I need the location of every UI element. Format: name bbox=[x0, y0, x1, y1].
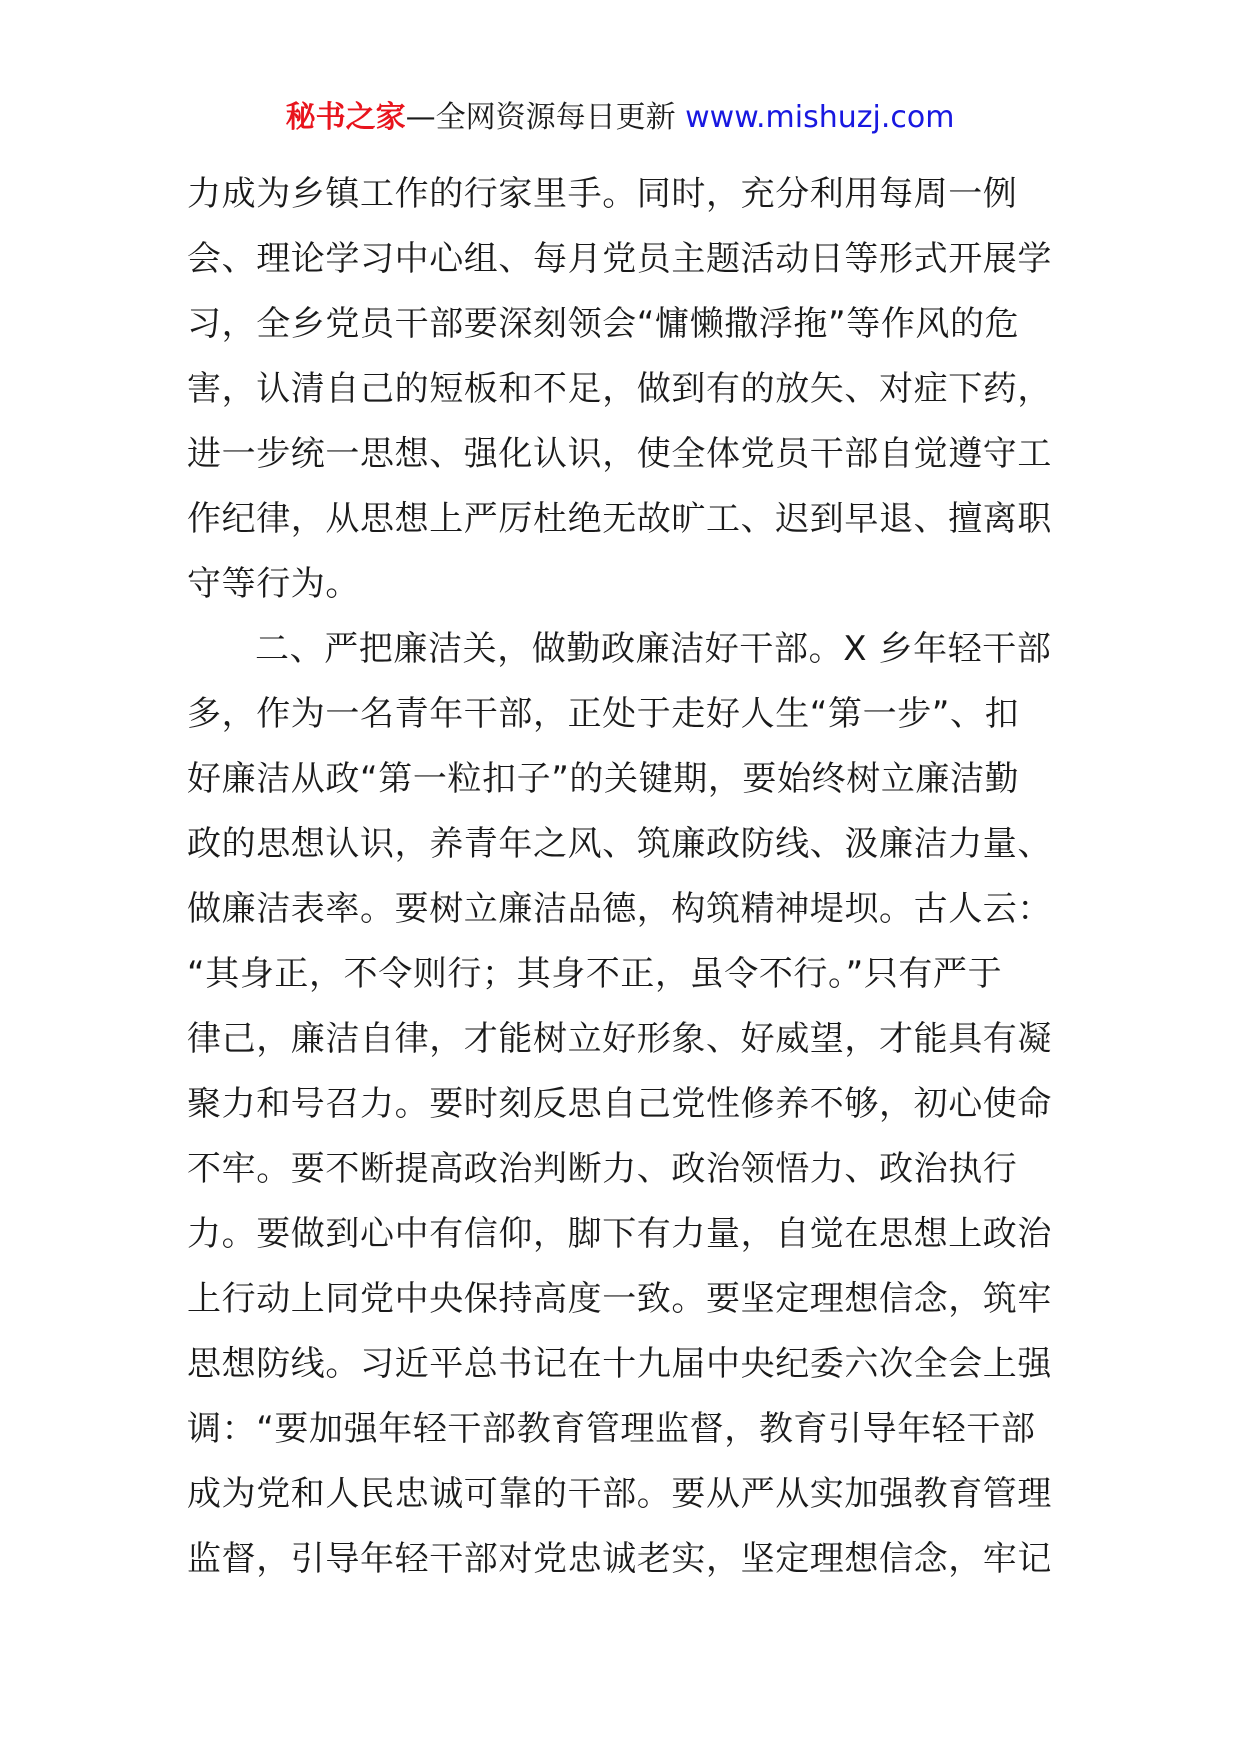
page-header bbox=[0, 98, 1240, 138]
text-line: 思想防线。习近平总书记在十九届中央纪委六次全会上强 bbox=[187, 1344, 1052, 1384]
text-line: 成为党和人民忠诚可靠的干部。要从严从实加强教育管理 bbox=[187, 1474, 1052, 1514]
text-line: 守等行为。 bbox=[187, 564, 360, 604]
header-brand: 秘书之家 bbox=[285, 100, 406, 135]
text-line: 好廉洁从政“第一粒扣子”的关键期，要始终树立廉洁勤 bbox=[187, 759, 1020, 799]
text-line: 聚力和号召力。要时刻反思自己党性修养不够，初心使命 bbox=[187, 1084, 1052, 1124]
text-line: 政的思想认识，养青年之风、筑廉政防线、汲廉洁力量、 bbox=[187, 824, 1052, 864]
text-line: 习，全乡党员干部要深刻领会“慵懒撒浮拖”等作风的危 bbox=[187, 304, 1020, 344]
text-line: 做廉洁表率。要树立廉洁品德，构筑精神堤坝。古人云： bbox=[187, 889, 1052, 929]
text-line: “其身正，不令则行；其身不正，虽令不行。”只有严于 bbox=[187, 954, 1003, 994]
text-line: 律己，廉洁自律，才能树立好形象、好威望，才能具有凝 bbox=[187, 1019, 1052, 1059]
text-line: 害，认清自己的短板和不足，做到有的放矢、对症下药， bbox=[187, 369, 1052, 409]
header-url-link[interactable]: www.mishuzj.com bbox=[685, 100, 955, 135]
header-slogan: —全网资源每日更新 bbox=[405, 100, 686, 135]
text-line: 多，作为一名青年干部，正处于走好人生“第一步”、扣 bbox=[187, 694, 1020, 734]
document-body bbox=[187, 162, 1057, 1592]
text-line: 力成为乡镇工作的行家里手。同时，充分利用每周一例 bbox=[187, 174, 1018, 214]
text-line: 作纪律，从思想上严厉杜绝无故旷工、迟到早退、擅离职 bbox=[187, 499, 1052, 539]
text-line: 调：“要加强年轻干部教育管理监督，教育引导年轻干部 bbox=[187, 1409, 1036, 1449]
text-line: 监督，引导年轻干部对党忠诚老实，坚定理想信念，牢记 bbox=[187, 1539, 1052, 1579]
text-line: 不牢。要不断提高政治判断力、政治领悟力、政治执行 bbox=[187, 1149, 1018, 1189]
text-line: 上行动上同党中央保持高度一致。要坚定理想信念，筑牢 bbox=[187, 1279, 1052, 1319]
text-line: 进一步统一思想、强化认识，使全体党员干部自觉遵守工 bbox=[187, 434, 1052, 474]
paragraph-start-line: 二、严把廉洁关，做勤政廉洁好干部。X 乡年轻干部 bbox=[255, 629, 1052, 669]
text-line: 力。要做到心中有信仰，脚下有力量，自觉在思想上政治 bbox=[187, 1214, 1052, 1254]
text-line: 会、理论学习中心组、每月党员主题活动日等形式开展学 bbox=[187, 239, 1052, 279]
